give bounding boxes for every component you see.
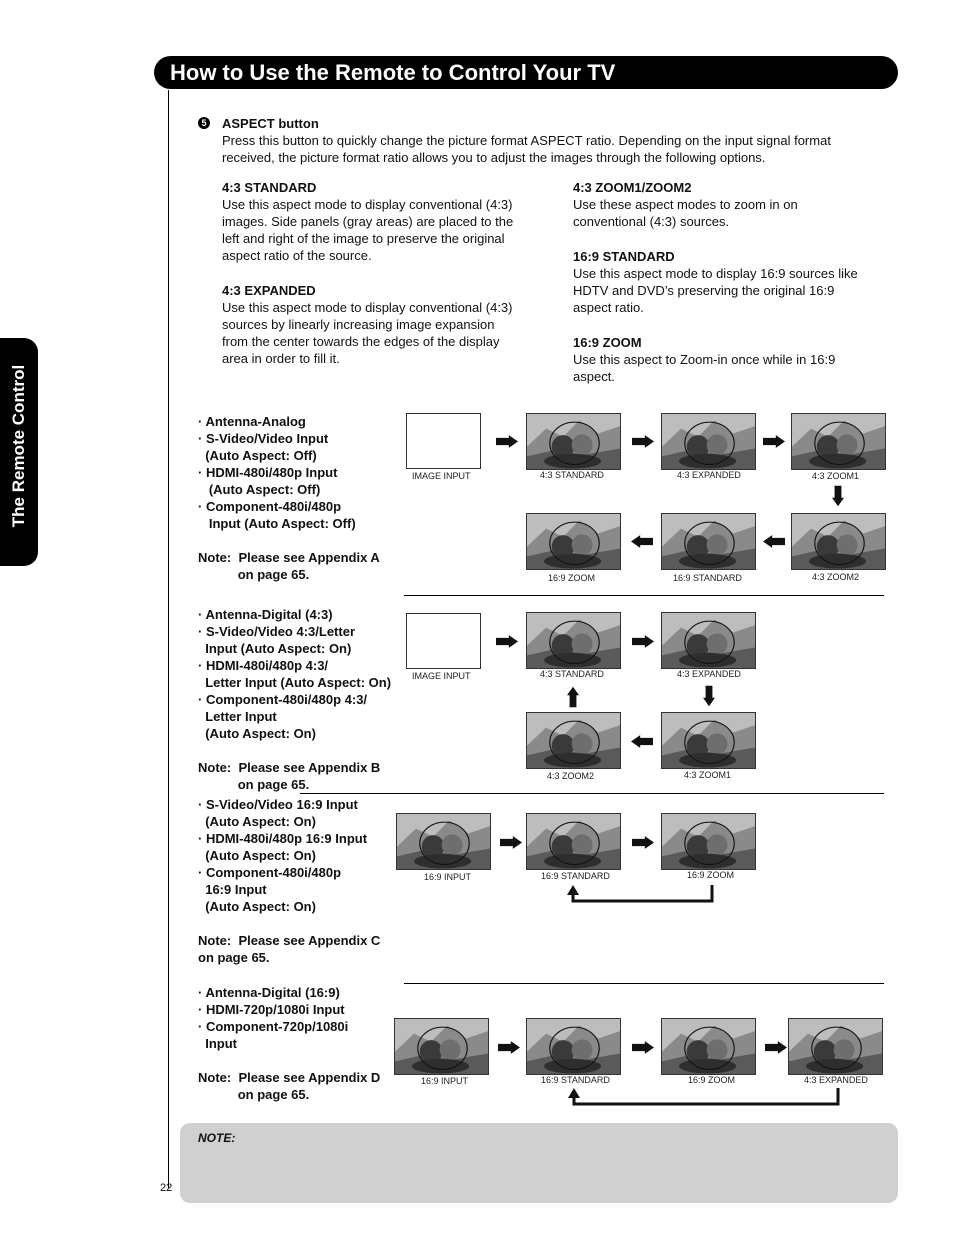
arrow-left-icon — [631, 535, 653, 548]
loop-back-arrow-icon — [565, 1088, 843, 1108]
mode-title: 4:3 ZOOM1/ZOOM2 — [573, 180, 692, 195]
aspect-heading: ASPECT button — [222, 116, 319, 131]
caption: 4:3 EXPANDED — [677, 669, 741, 679]
step-number-badge: 5 — [198, 117, 210, 129]
photo-thumbnail — [661, 813, 756, 870]
photo-thumbnail — [526, 1018, 621, 1075]
mode-desc-line: area in order to fill it. — [222, 351, 340, 366]
side-tab — [0, 338, 38, 566]
photo-thumbnail — [791, 413, 886, 470]
mode-desc-line: sources by linearly increasing image expansion — [222, 317, 495, 332]
margin-rule — [168, 90, 169, 1188]
photo-thumbnail — [788, 1018, 883, 1075]
arrow-right-icon — [500, 836, 522, 849]
arrow-right-icon — [632, 1041, 654, 1054]
arrow-right-icon — [765, 1041, 787, 1054]
mode-desc-line: aspect ratio of the source. — [222, 248, 372, 263]
input-list-appendix-c: · S-Video/Video 16:9 Input (Auto Aspect: On) · HDMI-480i/480p 16:9 Input (Auto Aspect: On) · Component-480i/480p 16:9 Input (Auto Aspect: On) Note: Please see Appendix C on page 65. — [198, 797, 381, 965]
mode-title: 4:3 EXPANDED — [222, 283, 316, 298]
caption: 16:9 ZOOM — [687, 870, 735, 880]
caption: 4:3 ZOOM2 — [547, 771, 595, 781]
mode-desc-line: HDTV and DVD’s preserving the original 16:9 — [573, 283, 835, 298]
mode-desc-line: aspect. — [573, 369, 615, 384]
title-bar — [154, 56, 898, 89]
section-divider — [404, 983, 884, 984]
caption: 16:9 STANDARD — [541, 871, 610, 881]
caption: 16:9 ZOOM — [548, 573, 596, 583]
caption: 16:9 INPUT — [421, 1076, 469, 1086]
caption: 16:9 STANDARD — [541, 1075, 610, 1085]
mode-desc-line: aspect ratio. — [573, 300, 644, 315]
page-title: How to Use the Remote to Control Your TV — [170, 60, 616, 85]
input-list-appendix-b: · Antenna-Digital (4:3) · S-Video/Video 4:3/Letter Input (Auto Aspect: On) · HDMI-480i/480p 4:3/ Letter Input (Auto Aspect: On) · Component-480i/480p 4:3/ Letter Input (Auto Aspect: On) Note: Please see Appendix B on page 65. — [198, 607, 392, 792]
arrow-left-icon — [763, 535, 785, 548]
input-list-appendix-a: · Antenna-Analog · S-Video/Video Input (Auto Aspect: Off) · HDMI-480i/480p Input (Auto Aspect: Off) · Component-480i/480p Input (Auto Aspect: Off) Note: Please see Appendix A on page 65. — [198, 414, 380, 582]
mode-title: 16:9 STANDARD — [573, 249, 675, 264]
arrow-right-icon — [498, 1041, 520, 1054]
mode-title: 16:9 ZOOM — [573, 335, 642, 350]
note-box — [180, 1123, 898, 1203]
photo-thumbnail — [526, 612, 621, 669]
caption: 4:3 EXPANDED — [677, 470, 741, 480]
loop-back-arrow-icon — [564, 885, 716, 905]
photo-thumbnail — [661, 612, 756, 669]
arrow-right-icon — [496, 635, 518, 648]
photo-thumbnail — [791, 513, 886, 570]
arrow-up-icon — [567, 686, 579, 708]
photo-thumbnail — [526, 413, 621, 470]
mode-title: 4:3 STANDARD — [222, 180, 317, 195]
arrow-right-icon — [632, 435, 654, 448]
photo-thumbnail — [394, 1018, 489, 1075]
mode-desc-line: conventional (4:3) sources. — [573, 214, 730, 229]
mode-desc-line: left and right of the image to preserve the original — [222, 231, 505, 246]
photo-thumbnail — [661, 712, 756, 769]
photo-thumbnail — [661, 413, 756, 470]
caption: 16:9 STANDARD — [673, 573, 742, 583]
caption: 4:3 ZOOM1 — [812, 471, 860, 481]
image-input-frame — [406, 413, 481, 469]
caption: 4:3 STANDARD — [540, 470, 604, 480]
mode-desc-line: Use this aspect to Zoom-in once while in 16:9 — [573, 352, 836, 367]
side-tab-label: The Remote Control — [9, 364, 28, 528]
photo-thumbnail — [661, 1018, 756, 1075]
mode-block-169-standard — [573, 248, 893, 316]
photo-thumbnail — [661, 513, 756, 570]
arrow-right-icon — [496, 435, 518, 448]
section-divider — [404, 595, 884, 596]
mode-desc-line: images. Side panels (gray areas) are placed to the — [222, 214, 514, 229]
photo-thumbnail — [526, 813, 621, 870]
photo-thumbnail — [526, 513, 621, 570]
arrow-right-icon — [632, 836, 654, 849]
mode-block-43-standard — [222, 179, 542, 264]
arrow-right-icon — [632, 635, 654, 648]
mode-desc-line: Use this aspect mode to display conventional (4:3) — [222, 300, 513, 315]
aspect-intro-line-1: Press this button to quickly change the picture format ASPECT ratio. Depending on the input signal format — [222, 133, 831, 148]
image-input-frame — [406, 613, 481, 669]
arrow-right-icon — [763, 435, 785, 448]
mode-block-43-expanded — [222, 282, 542, 367]
caption: IMAGE INPUT — [412, 671, 471, 681]
caption: 4:3 ZOOM2 — [812, 572, 860, 582]
mode-block-169-zoom — [573, 334, 893, 385]
caption: 4:3 EXPANDED — [804, 1075, 868, 1085]
section-divider — [300, 793, 884, 794]
arrow-down-icon — [703, 685, 715, 707]
caption: 4:3 STANDARD — [540, 669, 604, 679]
caption: 4:3 ZOOM1 — [684, 770, 732, 780]
input-list-appendix-d: · Antenna-Digital (16:9) · HDMI-720p/1080i Input · Component-720p/1080i Input Note: Please see Appendix D on page 65. — [198, 985, 381, 1102]
photo-thumbnail — [526, 712, 621, 769]
aspect-intro-line-2: received, the picture format ratio allows you to adjust the images through the following options. — [222, 150, 766, 165]
mode-desc-line: Use these aspect modes to zoom in on — [573, 197, 798, 212]
caption: 16:9 ZOOM — [688, 1075, 736, 1085]
mode-desc-line: from the center towards the edges of the display — [222, 334, 500, 349]
mode-desc-line: Use this aspect mode to display conventional (4:3) — [222, 197, 513, 212]
arrow-left-icon — [631, 735, 653, 748]
mode-desc-line: Use this aspect mode to display 16:9 sources like — [573, 266, 858, 281]
note-label: NOTE: — [198, 1131, 236, 1145]
caption: 16:9 INPUT — [424, 872, 472, 882]
page-number: 22 — [160, 1182, 173, 1194]
photo-thumbnail — [396, 813, 491, 870]
arrow-down-icon — [832, 485, 844, 507]
caption: IMAGE INPUT — [412, 471, 471, 481]
mode-block-43-zoom — [573, 179, 893, 230]
